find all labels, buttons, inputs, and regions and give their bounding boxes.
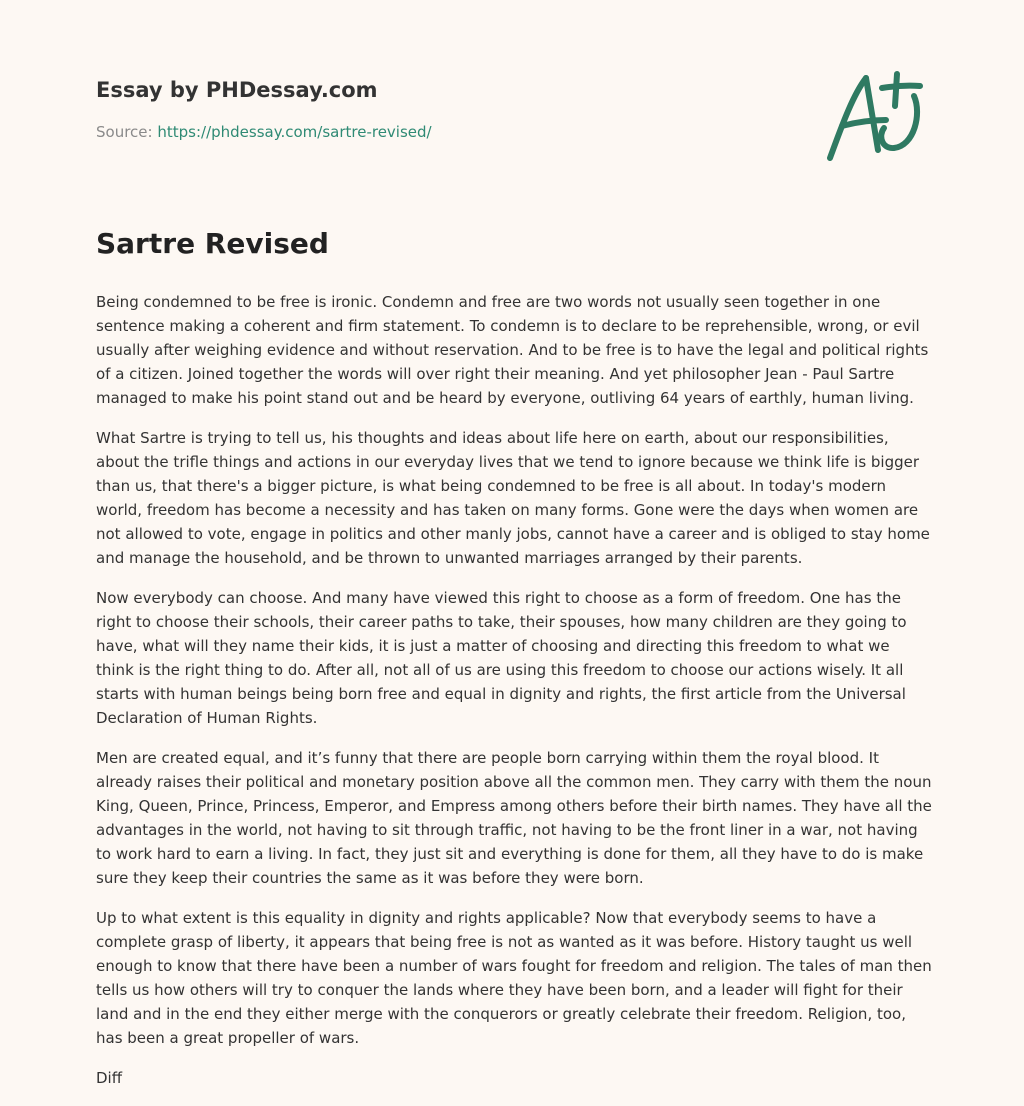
essay-title: Sartre Revised <box>96 227 329 260</box>
page-header <box>96 76 796 142</box>
essay-paragraph: Being condemned to be free is ironic. Condemn and free are two words not usually seen together in one sentence making a coherent and firm statement. To condemn is to declare to be reprehensible, wrong, or evil usually after weighing evidence and without reservation. And to be free is to have the legal and political rights of a citizen. Joined together the words will over right their meaning. And yet philosopher Jean - Paul Sartre managed to make his point stand out and be heard by everyone, outliving 64 years of earthly, human living. <box>96 293 929 407</box>
essay-paragraph: Up to what extent is this equality in dignity and rights applicable? Now that everybody seems to have a complete grasp of liberty, it appears that being free is not as wanted as it was before. History taught us well enough to know that there have been a number of wars fought for freedom and religion. The tales of man then tells us how others will try to conquer the lands where they have been born, and a leader will fight for their land and in the end they either merge with the conquerors or greatly celebrate their freedom. Religion, too, has been a great propeller of wars. <box>96 909 932 1047</box>
source-line <box>96 122 796 142</box>
essay-paragraph: Now everybody can choose. And many have viewed this right to choose as a form of freedom. One has the right to choose their schools, their career paths to take, their spouses, how many children are they going to have, what will they name their kids, it is just a matter of choosing and directing this freedom to what we think is the right thing to do. After all, not all of us are using this freedom to choose our actions wisely. It all starts with human beings being born free and equal in dignity and rights, the first article from the Universal Declaration of Human Rights. <box>96 589 907 727</box>
essay-paragraph: Men are created equal, and it’s funny that there are people born carrying within them the royal blood. It already raises their political and monetary position above all the common men. They carry with them the noun King, Queen, Prince, Princess, Emperor, and Empress among others before their birth names. They have all the advantages in the world, not having to sit through traffic, not having to be the front liner in a war, not having to work hard to earn a living. In fact, they just sit and everything is done for them, all they have to do is make sure they keep their countries the same as it was before they were born. <box>96 749 932 887</box>
essay-paragraph-truncated: Diff <box>96 1069 123 1087</box>
essay-paragraph: What Sartre is trying to tell us, his thoughts and ideas about life here on earth, about our responsibilities, about the trifle things and actions in our everyday lives that we tend to ignore because we think life is bigger than us, that there's a bigger picture, is what being condemned to be free is all about. In today's modern world, freedom has become a necessity and has taken on many forms. Gone were the days when women are not allowed to vote, engage in politics and other manly jobs, cannot have a career and is obliged to stay home and manage the household, and be thrown to unwanted marriages arranged by their parents. <box>96 429 930 567</box>
source-link[interactable]: https://phdessay.com/sartre-revised/ <box>157 123 432 141</box>
site-title: Essay by PHDessay.com <box>96 78 378 102</box>
essay-content <box>96 224 932 1106</box>
source-label: Source: <box>96 123 153 141</box>
a-plus-grade-logo <box>822 66 932 166</box>
